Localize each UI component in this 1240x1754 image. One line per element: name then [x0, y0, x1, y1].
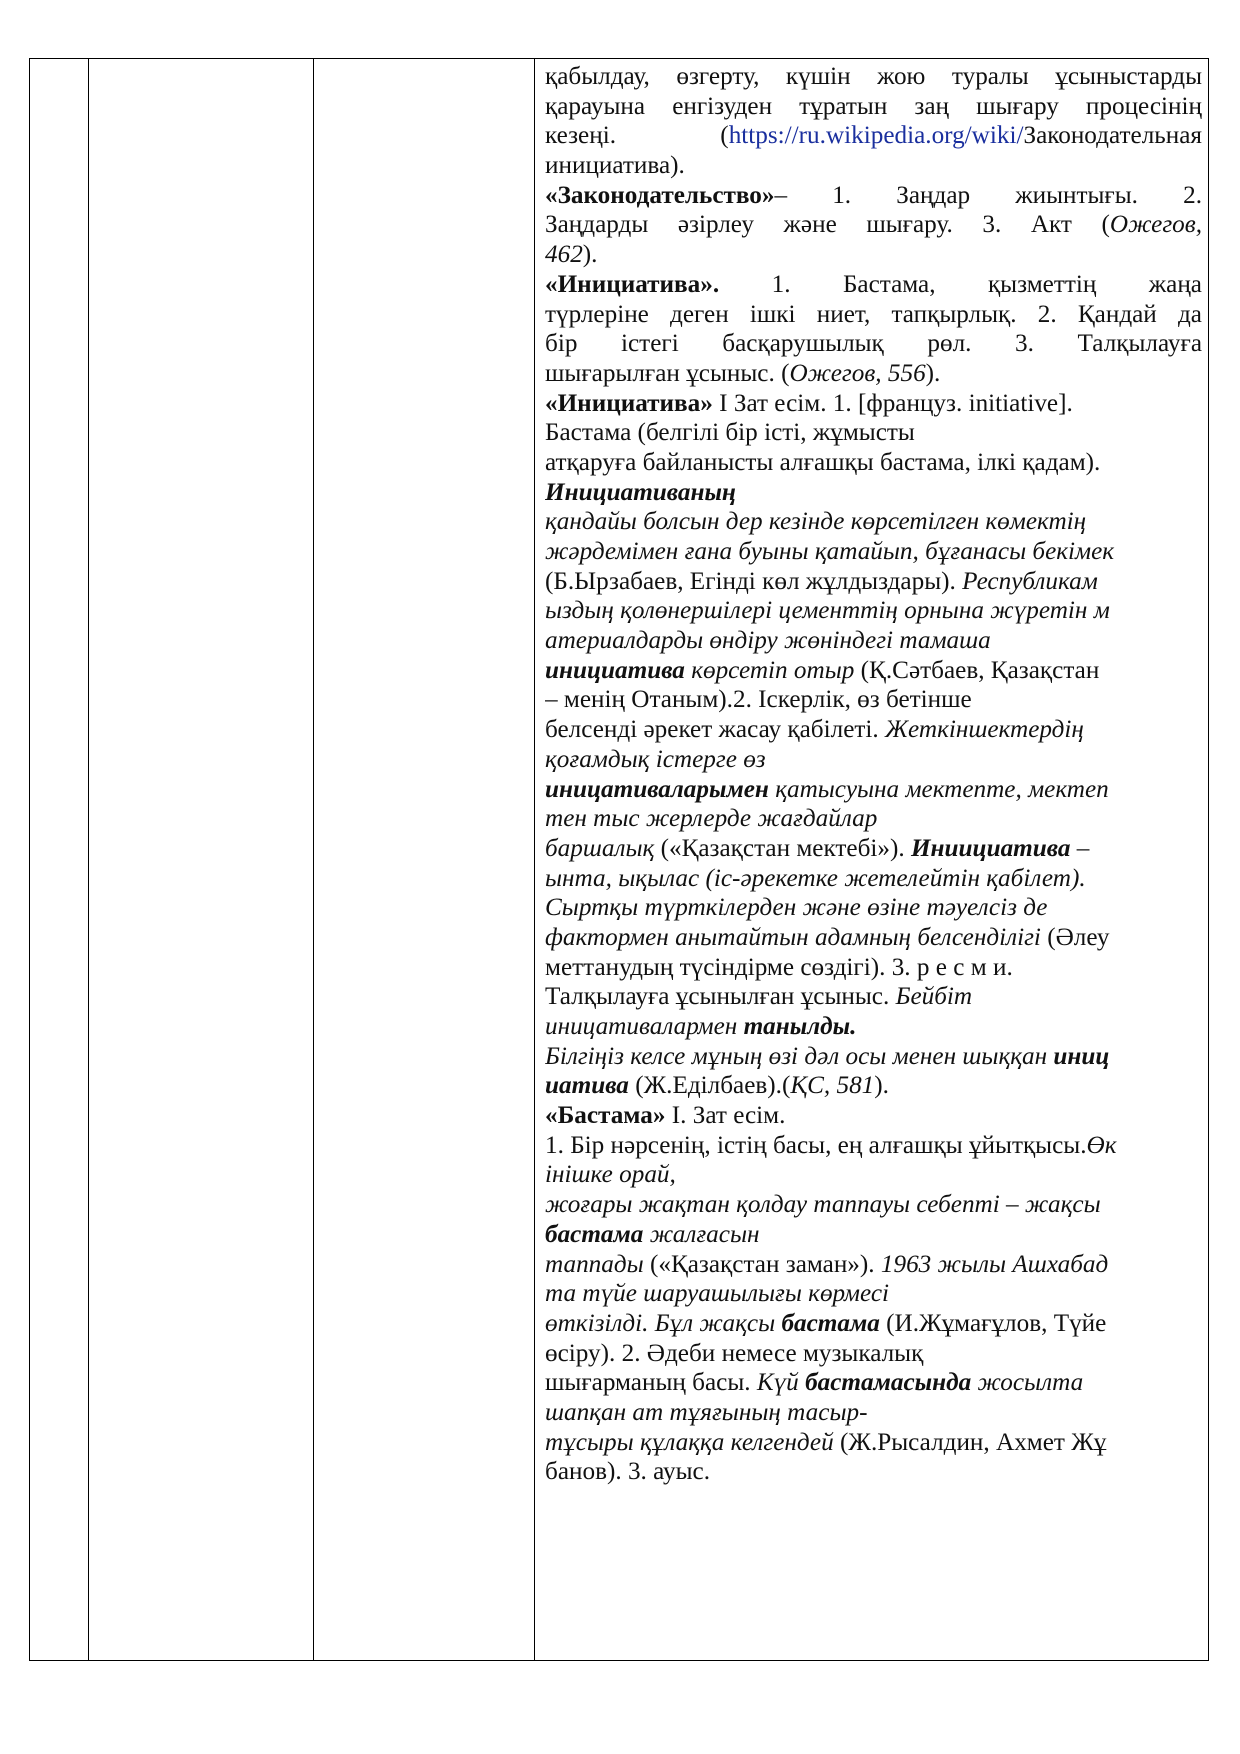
text-run: инициатива).: [545, 152, 685, 180]
text-line: [545, 1398, 1202, 1428]
text-line: [545, 210, 1202, 240]
text-run: ).: [925, 359, 941, 387]
text-line: [545, 1250, 1202, 1280]
text-line: [545, 270, 1202, 300]
text-run: тұсыры құлаққа келгендей: [545, 1428, 834, 1456]
text-run: атқаруға байланысты алғашқы бастама, ілкі қадам).: [545, 448, 1101, 476]
text-run: ҚС, 581: [790, 1072, 875, 1100]
document-table: [29, 58, 1209, 1661]
text-line: [545, 864, 1202, 894]
text-run: қатысуына мектепте, мектеп: [768, 775, 1109, 803]
text-line: [545, 626, 1202, 656]
text-run: Республикам: [962, 567, 1098, 595]
text-line: [545, 745, 1202, 775]
text-line: [545, 1071, 1202, 1101]
text-line: [545, 1042, 1202, 1072]
text-run: I Зат есім. 1. [француз. initiative].: [712, 389, 1073, 417]
text-line: [545, 62, 1202, 92]
text-line: [545, 300, 1202, 330]
text-run: Ожегов,: [1109, 211, 1202, 239]
text-run: (Әлеу: [1040, 923, 1110, 951]
text-line: [545, 923, 1202, 953]
text-line: [545, 1190, 1202, 1220]
text-line: [545, 1131, 1202, 1161]
text-run: атериалдарды өндіру жөніндегі тамаша: [545, 627, 991, 655]
text-line: [545, 329, 1202, 359]
text-line: [545, 804, 1202, 834]
text-run: бір істегі басқарушылық рөл. 3. Талқылауға: [545, 330, 1202, 358]
text-line: [545, 418, 1202, 448]
text-run: шапқан ат тұяғының тасыр-: [545, 1398, 868, 1426]
text-run: «Законодательство»: [545, 181, 775, 209]
text-line: [545, 893, 1202, 923]
text-line: [545, 181, 1202, 211]
text-run: ыздың қолөнершілері цементтің орнына жүретін м: [545, 597, 1110, 625]
text-run: (Ж.Рысалдин, Ахмет Жұ: [833, 1428, 1107, 1456]
text-run: бастама: [781, 1309, 880, 1337]
text-run: қабылдау, өзгерту, күшін жою туралы ұсыныстарды: [545, 63, 1202, 90]
text-run: I. Зат есім.: [665, 1102, 786, 1130]
text-line: [545, 359, 1202, 389]
text-run: Күй: [756, 1369, 806, 1397]
text-line: [545, 1101, 1202, 1131]
text-run: «Инициатива»: [545, 389, 713, 417]
text-run: банов). 3. ауыс.: [545, 1458, 711, 1486]
text-line: [545, 478, 1202, 508]
text-run: жәрдемімен ғана буыны қатайып, бұғанасы бекімек: [545, 538, 1115, 565]
text-run: Бастама (белгілі бір істі, жұмысты: [545, 419, 915, 447]
text-run: кезеңі. (: [545, 122, 729, 150]
text-run: инициатива: [545, 656, 685, 684]
text-run: фактормен анытайтын адамның белсенділігі: [545, 923, 1041, 951]
text-run: («Қазақстан мектебі»).: [654, 834, 911, 862]
text-run: Ожегов, 556: [789, 359, 926, 387]
text-run: 1. Бастама, қызметтің жаңа: [719, 270, 1202, 298]
text-run: қоғамдық істерге өз: [545, 745, 766, 773]
text-run: иницативаларымен: [545, 775, 769, 803]
text-run: – 1. Заңдар жиынтығы. 2.: [774, 181, 1202, 209]
text-run: қарауына енгізуден тұратын заң шығару процесінің: [545, 92, 1202, 120]
text-line: [545, 1457, 1202, 1487]
text-line: [545, 775, 1202, 805]
text-line: [545, 151, 1202, 181]
text-run: иницативалармен: [545, 1013, 744, 1040]
text-run: ынта, ықылас (іс-әрекетке жетелейтін қабілет).: [545, 864, 1086, 892]
text-line: [545, 1428, 1202, 1458]
text-line: [545, 240, 1202, 270]
text-line: [545, 715, 1202, 745]
text-run: 1963 жылы Ашхабад: [880, 1250, 1109, 1278]
source-cell: [314, 59, 535, 1661]
text-run: 462: [545, 241, 583, 269]
text-line: [545, 834, 1202, 864]
wiki-link[interactable]: https://ru.wikipedia.org/wiki/: [728, 122, 1024, 150]
text-run: жосылта: [971, 1369, 1084, 1397]
text-line: [545, 685, 1202, 715]
table-row: [30, 59, 1209, 1661]
text-line: [545, 507, 1202, 537]
text-run: Инициативаның: [545, 478, 736, 506]
definition-cell: [535, 59, 1209, 1661]
text-line: [545, 1012, 1202, 1042]
text-run: (Ж.Еділбаев).(: [628, 1072, 791, 1100]
text-line: [545, 537, 1202, 567]
text-run: меттанудың түсіндірме сөздігі). 3. р е с м и.: [545, 953, 1013, 981]
text-line: [545, 1368, 1202, 1398]
text-run: иниц: [1053, 1042, 1110, 1070]
text-run: өсіру). 2. Әдеби немесе музыкалық: [545, 1339, 924, 1367]
text-run: бастамасында: [805, 1369, 972, 1397]
text-run: 1. Бір нәрсенің, істің басы, ең алғашқы ұйытқысы.: [545, 1131, 1087, 1159]
text-line: [545, 121, 1202, 151]
text-run: та түйе шаруашылығы көрмесі: [545, 1280, 889, 1308]
text-run: ).: [582, 241, 598, 269]
text-run: баршалық: [545, 834, 655, 862]
text-run: жалғасын: [643, 1220, 760, 1248]
text-run: «Инициатива».: [545, 270, 720, 298]
text-line: [545, 92, 1202, 122]
text-run: түрлеріне деген ішкі ниет, тапқырлық. 2. Қандай да: [545, 300, 1202, 328]
text-line: [545, 1279, 1202, 1309]
text-run: (И.Жұмағұлов, Түйе: [879, 1309, 1107, 1337]
text-run: қандайы болсын дер кезінде көрсетілген көмектің: [545, 508, 1087, 536]
text-run: тен тыс жерлерде жағдайлар: [545, 805, 878, 833]
text-run: таппады: [545, 1250, 644, 1278]
text-run: өткізілді. Бұл жақсы: [545, 1309, 782, 1337]
text-run: (Б.Ырзабаев, Егінді көл жұлдыздары).: [545, 567, 963, 595]
text-run: «Бастама»: [545, 1102, 666, 1130]
text-run: –: [1070, 834, 1090, 862]
number-cell: [30, 59, 89, 1661]
text-run: (Қ.Сәтбаев, Қазақстан: [854, 656, 1100, 684]
text-run: иатива: [545, 1072, 629, 1100]
text-run: Жеткіншектердің: [884, 716, 1084, 744]
text-run: жоғары жақтан қолдау таппауы себепті – жақсы: [545, 1191, 1101, 1219]
text-run: шығарылған ұсыныс. (: [545, 359, 790, 387]
text-run: белсенді әрекет жасау қабілеті.: [545, 716, 885, 744]
text-run: шығарманың басы.: [545, 1369, 757, 1397]
text-run: ).: [874, 1072, 889, 1100]
term-cell: [89, 59, 314, 1661]
text-line: [545, 1160, 1202, 1190]
text-run: Білгіңіз келсе мұның өзі дәл осы менен шыққан: [545, 1042, 1054, 1070]
text-line: [545, 567, 1202, 597]
text-line: [545, 656, 1202, 686]
text-line: [545, 982, 1202, 1012]
text-line: [545, 1309, 1202, 1339]
text-run: Өк: [1086, 1131, 1117, 1159]
text-run: – менің Отаным).2. Іскерлік, өз бетінше: [545, 686, 972, 714]
text-run: («Қазақстан заман»).: [643, 1250, 881, 1278]
text-line: [545, 389, 1202, 419]
text-run: Законодательная: [1023, 122, 1202, 150]
text-run: Бейбіт: [895, 983, 973, 1011]
text-line: [545, 596, 1202, 626]
text-line: [545, 448, 1202, 478]
text-run: Иниициатива: [910, 834, 1071, 862]
text-run: Заңдарды әзірлеу және шығару. 3. Акт (: [545, 211, 1110, 239]
text-line: [545, 1339, 1202, 1369]
text-run: бастама: [545, 1220, 644, 1248]
text-run: інішке орай,: [545, 1161, 676, 1189]
definition-text: [535, 59, 1208, 1487]
text-run: танылды.: [743, 1013, 857, 1040]
text-run: көрсетіп отыр: [684, 656, 855, 684]
text-run: Сыртқы түрткілерден және өзіне тәуелсіз де: [545, 894, 1048, 922]
text-line: [545, 953, 1202, 983]
text-line: [545, 1220, 1202, 1250]
text-run: Талқылауға ұсынылған ұсыныс.: [545, 983, 896, 1011]
